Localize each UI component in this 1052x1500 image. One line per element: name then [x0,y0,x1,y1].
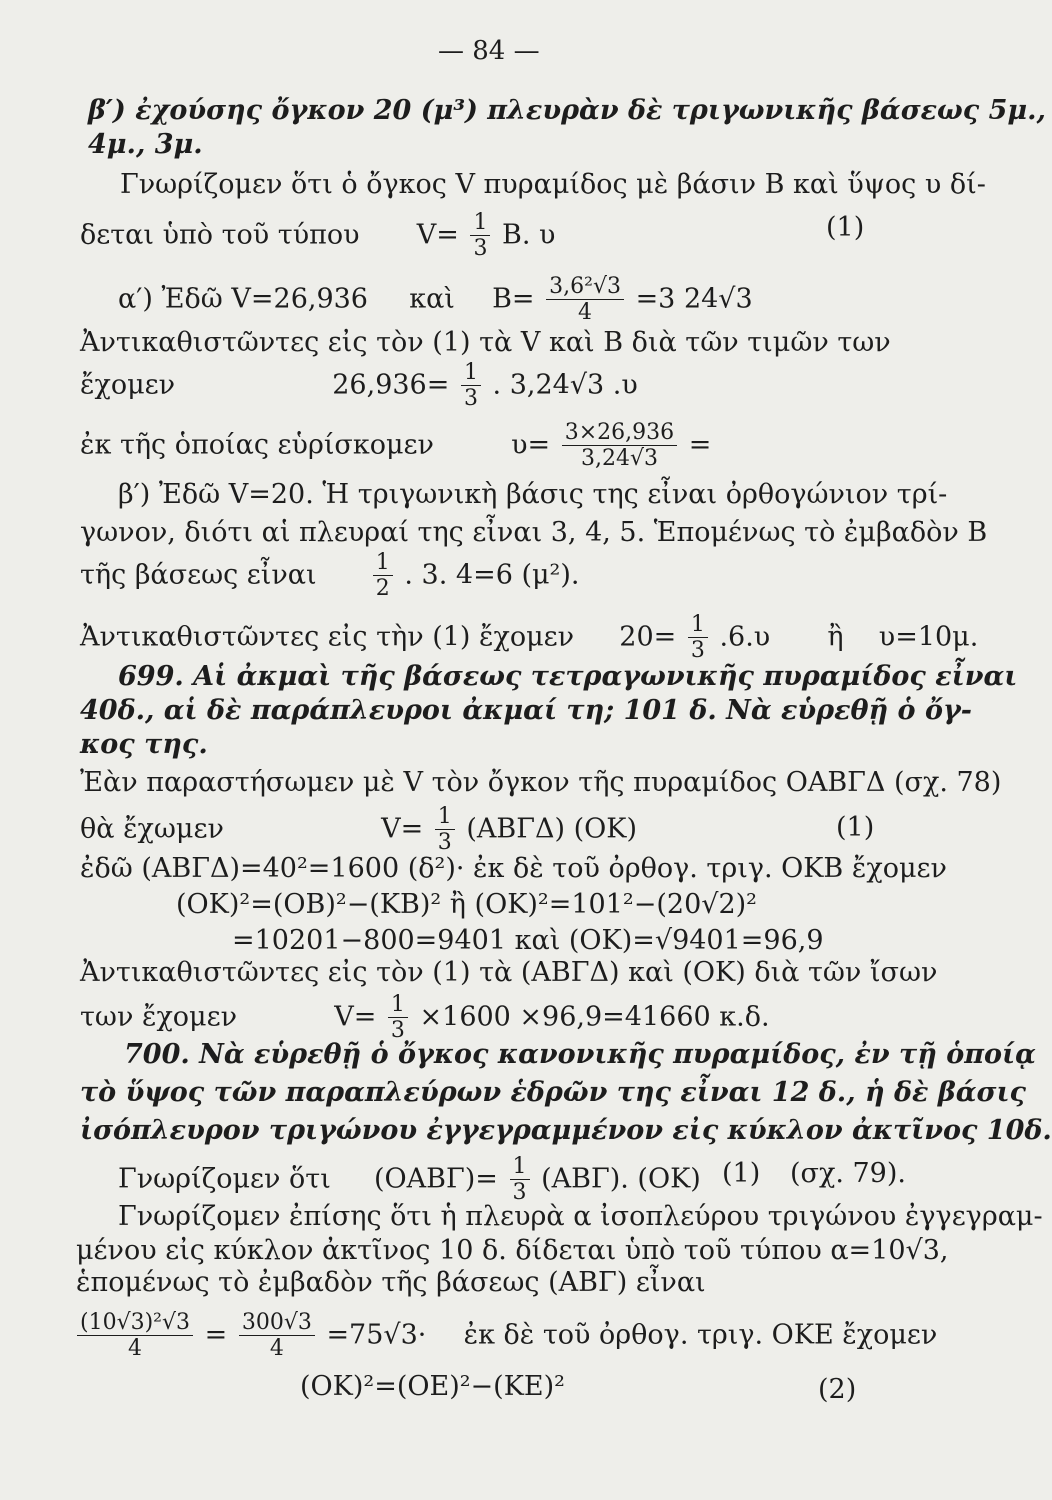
text-fragment: Ἀντικαθιστῶντες εἰς τὴν (1) ἔχομεν [80,621,575,653]
math: 26,936= [332,369,450,401]
text-line: ἑπομένως τὸ ἐμβαδὸν τῆς βάσεως (ΑΒΓ) εἶναι [76,1267,706,1298]
text-fragment: δεται ὑπὸ τοῦ τύπου [80,219,360,251]
formula-line-11 [118,1156,701,1204]
fraction-denominator: 4 [128,1336,142,1361]
math: Β. υ [502,219,556,251]
math: 20= [619,621,677,653]
problem-700-heading: 700. Νὰ εὑρεθῇ ὁ ὄγκος κανονικῆς πυραμίδος, ἐν τῇ ὁποίᾳ [124,1039,1036,1070]
fraction-numerator: 1 [435,806,455,830]
math: υ=10μ. [878,621,979,653]
formula-line-8: (ΟΚ)²=(ΟΒ)²−(ΚΒ)² ἢ (ΟΚ)²=101²−(20√2)² [176,889,757,920]
equation-tag: (2) [818,1374,857,1405]
text-fragment: ἢ [827,621,844,653]
fraction-numerator: 300√3 [239,1312,315,1336]
math: υ= [511,429,551,461]
problem-699-statement-cont: κος της. [80,729,208,760]
problem-700-statement: τὸ ὕψος τῶν παραπλεύρων ἑδρῶν της εἶναι 12 δ., ἡ δὲ βάσις [80,1077,1026,1108]
text-line: Ἀντικαθιστῶντες εἰς τὸν (1) τὰ (ΑΒΓΔ) καὶ (ΟΚ) διὰ τῶν ἴσων [80,957,938,988]
fraction-denominator: 4 [269,1336,284,1361]
problem-part-b-statement-cont: 4μ., 3μ. [88,129,203,160]
fraction-denominator: 3 [473,236,488,261]
text-fragment: καὶ [409,283,455,315]
text-line: Γνωρίζομεν ἐπίσης ὅτι ἡ πλευρὰ α ἰσοπλεύρου τριγώνου ἐγγεγραμ- [118,1201,1043,1232]
formula-line-9: =10201−800=9401 καὶ (ΟΚ)=√9401=96,9 [232,925,824,956]
fraction [510,1156,530,1204]
text-fragment: ἐκ δὲ τοῦ ὀρθογ. τριγ. ΟΚΕ ἔχομεν [463,1319,938,1351]
fraction [388,994,408,1042]
fraction-denominator: 3 [463,386,478,411]
fraction-denominator: 4 [578,300,593,325]
formula-line-5 [80,552,579,600]
fraction-numerator: 1 [373,552,393,576]
fraction-numerator: 1 [388,994,408,1018]
fraction [239,1312,315,1360]
fraction-denominator: 3 [390,1018,405,1043]
figure-reference: (σχ. 79). [790,1158,906,1189]
fraction [688,614,708,662]
formula-line-12 [74,1312,937,1360]
math: (ΟΑΒΓ)= [374,1163,498,1195]
fraction-denominator: 3 [690,638,705,663]
formula-line-7 [80,806,637,854]
text-line: Ἐὰν παραστήσωμεν μὲ V τὸν ὄγκον τῆς πυραμίδος ΟΑΒΓΔ (σχ. 78) [80,767,1002,798]
math: ×1600 ×96,9=41660 κ.δ. [419,1001,770,1033]
fraction [435,806,455,854]
problem-part-b-statement: β′) ἐχούσης ὄγκον 20 (μ³) πλευρὰν δὲ τριγωνικῆς βάσεως 5μ., [88,95,1046,126]
equation-tag: (1) [826,212,865,243]
text-line: Γνωρίζομεν ὅτι ὁ ὄγκος V πυραμίδος μὲ βάσιν Β καὶ ὕψος υ δί- [120,169,986,200]
fraction-numerator: 1 [470,212,490,236]
math: = [204,1319,228,1351]
math: . 3,24√3 .υ [492,369,638,401]
fraction [546,276,624,324]
equation-tag: (1) [836,812,875,843]
formula-line-13: (ΟΚ)²=(ΟΕ)²−(ΚΕ)² [300,1371,565,1402]
math: V= [381,813,424,845]
math: = [688,429,712,461]
formula-line-1 [80,212,555,260]
fraction-numerator: 3×26,936 [562,422,677,446]
fraction-numerator: 3,6²√3 [546,276,624,300]
math: V= [416,219,459,251]
text-fragment: θὰ ἔχωμεν [80,813,224,845]
fraction [562,422,677,470]
math: V= [334,1001,377,1033]
fraction [470,212,490,260]
fraction [373,552,393,600]
text-fragment: α′) Ἐδῶ [118,283,223,315]
math: Β= [492,283,535,315]
fraction-denominator: 2 [375,576,390,601]
fraction-denominator: 3,24√3 [580,446,658,471]
fraction [461,362,481,410]
text-line: ἐδῶ (ΑΒΓΔ)=40²=1600 (δ²)· ἐκ δὲ τοῦ ὀρθογ. τριγ. ΟΚΒ ἔχομεν [80,853,947,884]
text-line: β′) Ἐδῶ V=20. Ἡ τριγωνικὴ βάσις της εἶναι ὀρθογώνιον τρί- [118,479,948,510]
problem-700-statement-cont: ἰσόπλευρον τριγώνου ἐγγεγραμμένον εἰς κύκλον ἀκτῖνος 10δ. [80,1115,1052,1146]
math: (ΑΒΓ). (ΟΚ) [541,1163,701,1195]
math: (ΑΒΓΔ) (ΟΚ) [466,813,637,845]
fraction [77,1312,193,1360]
math: =3 24√3 [635,283,753,315]
math: .6.υ [719,621,771,653]
text-fragment: των ἔχομεν [80,1001,238,1033]
formula-line-4 [80,422,711,470]
math: =75√3· [326,1319,427,1351]
fraction-denominator: 3 [437,830,452,855]
fraction-numerator: 1 [461,362,481,386]
text-fragment: ἐκ τῆς ὁποίας εὑρίσκομεν [80,429,434,461]
problem-699-heading: 699. Αἱ ἀκμαὶ τῆς βάσεως τετραγωνικῆς πυραμίδος εἶναι [118,661,1018,692]
text-fragment: ἔχομεν [80,369,176,401]
fraction-numerator: 1 [510,1156,530,1180]
text-line: γωνον, διότι αἱ πλευραί της εἶναι 3, 4, 5. Ἑπομένως τὸ ἐμβαδὸν Β [80,517,988,548]
fraction-numerator: (10√3)²√3 [77,1312,193,1336]
problem-699-statement: 40δ., αἱ δὲ παράπλευροι ἀκμαί τη; 101 δ. Νὰ εὑρεθῇ ὁ ὄγ- [80,695,973,726]
text-line: μένου εἰς κύκλον ἀκτῖνος 10 δ. δίδεται ὑπὸ τοῦ τύπου α=10√3, [76,1235,949,1266]
fraction-denominator: 3 [512,1180,527,1205]
text-fragment: Γνωρίζομεν ὅτι [118,1163,331,1195]
formula-line-3 [80,362,638,410]
equation-tag: (1) [722,1158,761,1189]
page-number: — 84 — [438,36,540,66]
formula-line-2 [118,276,753,324]
text-fragment: τῆς βάσεως εἶναι [80,559,317,591]
math: . 3. 4=6 (μ²). [404,559,580,591]
fraction-numerator: 1 [688,614,708,638]
formula-line-6 [80,614,978,662]
math: V=26,936 [231,283,368,315]
text-line: Ἀντικαθιστῶντες εἰς τὸν (1) τὰ V καὶ Β διὰ τῶν τιμῶν των [80,327,891,358]
formula-line-10 [80,994,770,1042]
